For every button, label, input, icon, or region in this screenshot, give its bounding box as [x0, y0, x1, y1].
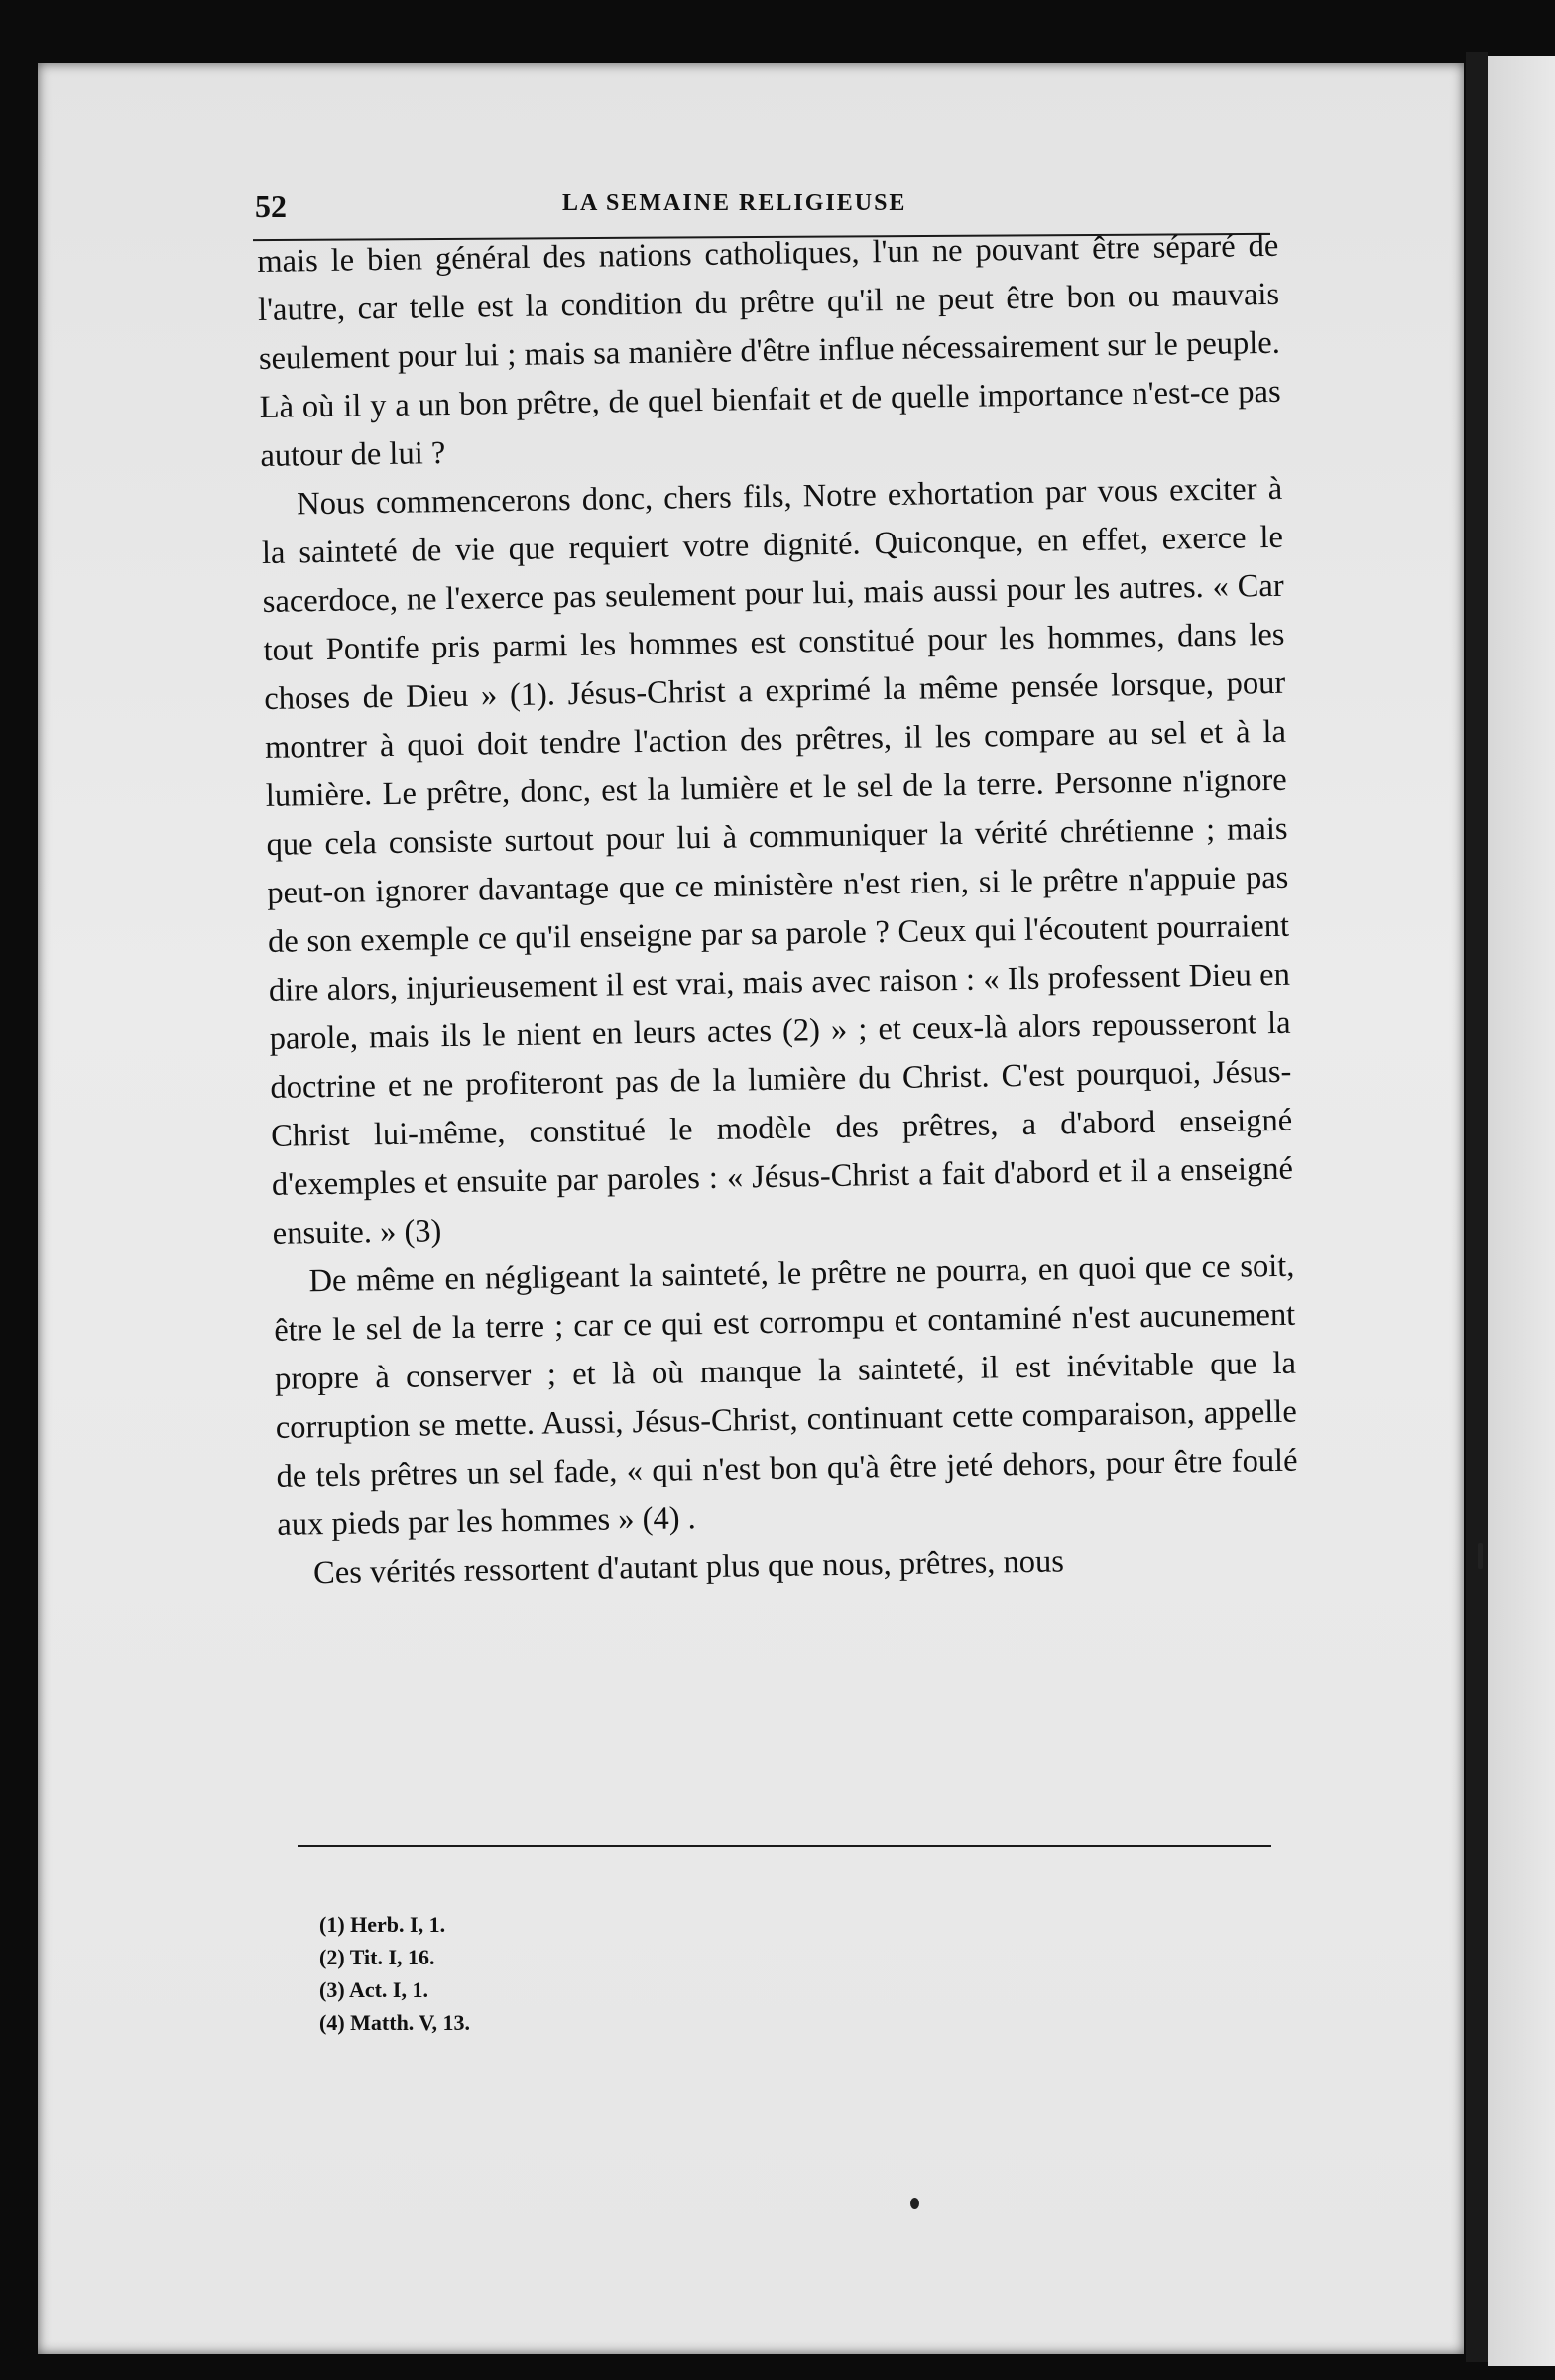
page-gutter-shadow — [1466, 52, 1488, 2362]
paragraph-3: De même en négligeant la sainteté, le prêtre ne pourra, en quoi que ce soit, être le sel de la terre ; car ce qui est corrompu et contaminé n'est aucunement propre à conserver ; et là où manque la sainteté, il est inévitable que la corruption se mette. Aussi, Jésus-Christ, continuant cette comparaison, appelle de tels prêtres un sel fade, « qui n'est bon qu'à être jeté dehors, pour être foulé aux pieds par les hommes » (4) . — [274, 1248, 1298, 1543]
paragraph-4: Ces vérités ressortent d'autant plus que nous, prêtres, nous — [312, 1543, 1065, 1592]
footnote-3: (3) Act. I, 1. — [319, 1977, 428, 2002]
footnote-1: (1) Herb. I, 1. — [319, 1912, 446, 1937]
paragraph-2: Nous commencerons donc, chers fils, Notre exhortation par vous exciter à la sainteté de vie que requiert votre dignité. Quiconque, en effet, exerce le sacerdoce, ne l'exerce pas seulement pour lui, mais aussi pour les autres. « Car tout Pontife pris parmi les hommes est constitué pour les hommes, dans les choses de Dieu » (1). Jésus-Christ a exprimé la même pensée lorsque, pour montrer à quoi doit tendre l'action des prêtres, il les compare au sel et à la lumière. Le prêtre, donc, est la lumière et le sel de la terre. Personne n'ignore que cela consiste surtout pour lui à communiquer la vérité chrétienne ; mais peut-on ignorer davantage que ce ministère n'est rien, si le prêtre n'appuie pas de son exemple ce qu'il enseigne par sa parole ? Ceux qui l'écoutent pourraient dire alors, injurieusement il est vrai, mais avec raison : « Ils professent Dieu en parole, mais ils le nient en leurs actes (2) » ; et ceux-là alors repousseront la doctrine et ne profiteront pas de la lumière du Christ. C'est pourquoi, Jésus-Christ lui-même, constitué le modèle des prêtres, a d'abord enseigné d'exemples et ensuite par paroles : « Jésus-Christ a fait d'abord et il a enseigné ensuite. » (3) — [261, 470, 1294, 1251]
running-title: LA SEMAINE RELIGIEUSE — [562, 190, 907, 216]
adjacent-page-edge — [1488, 56, 1555, 2366]
paragraph-1: mais le bien général des nations catholiques, l'un ne pouvant être séparé de l'autre, car telle est la condition du prêtre qu'il ne peut être bon ou mauvais seulement pour lui ; mais sa manière d'être influe nécessairement sur le peuple. Là où il y a un bon prêtre, de quel bienfait et de quelle importance n'est-ce pas autour de lui ? — [257, 227, 1281, 474]
footnote-rule — [298, 1845, 1271, 1847]
footnotes — [319, 1908, 470, 2039]
footnote-4: (4) Matth. V, 13. — [319, 2010, 470, 2035]
page-number: 52 — [255, 188, 287, 224]
scan-speck — [910, 2198, 919, 2209]
scan-speck — [1478, 1543, 1483, 1569]
footnote-2: (2) Tit. I, 16. — [319, 1945, 435, 1969]
body-text — [257, 222, 1299, 1599]
